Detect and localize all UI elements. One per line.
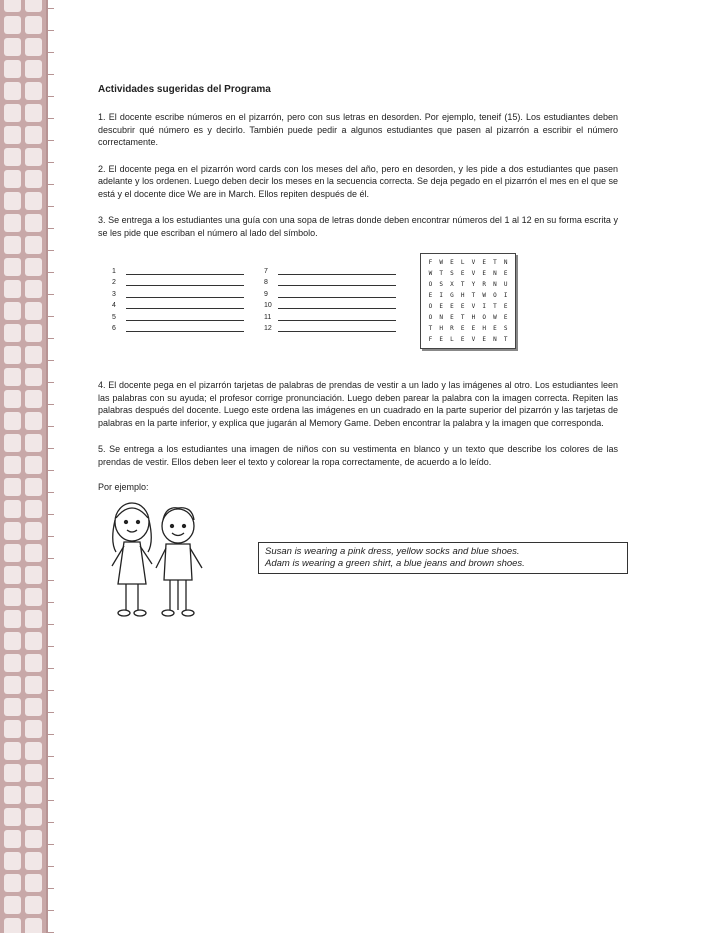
spine-hole — [4, 742, 21, 760]
word-search-letter: G — [450, 292, 454, 299]
word-search-letter: X — [450, 281, 454, 288]
word-search-letter: E — [450, 259, 454, 266]
spine-hole-row — [4, 764, 44, 782]
spine-tick — [48, 206, 54, 207]
word-search-letter: O — [428, 314, 433, 321]
spine-tick — [48, 338, 54, 339]
word-search-letter: H — [482, 325, 486, 332]
word-search-letter: F — [428, 336, 433, 343]
spine-hole — [25, 544, 42, 562]
spine-hole — [4, 368, 21, 386]
spine-hole — [4, 258, 21, 276]
answer-number: 9 — [264, 290, 268, 298]
spine-hole-row — [4, 544, 44, 562]
answer-row — [264, 275, 396, 287]
spine-hole — [4, 522, 21, 540]
spine-hole — [4, 346, 21, 364]
spine-hole-row — [4, 412, 44, 430]
word-search-letter: I — [503, 292, 508, 299]
word-search-letter: E — [460, 303, 465, 310]
spine-hole — [25, 918, 42, 933]
spine-hole — [25, 764, 42, 782]
word-search-letter: E — [503, 270, 508, 277]
spine-tick — [48, 52, 54, 53]
spine-hole — [25, 236, 42, 254]
spine-hole — [25, 610, 42, 628]
spine-hole — [25, 82, 42, 100]
word-search-letter: F — [428, 259, 433, 266]
spine-hole — [4, 808, 21, 826]
spine-tick — [48, 8, 54, 9]
spine-hole — [25, 280, 42, 298]
answer-number: 6 — [112, 325, 116, 332]
answer-number: 11 — [264, 313, 272, 321]
spine-hole — [25, 258, 42, 276]
spine-hole — [25, 566, 42, 584]
answer-number: 5 — [112, 313, 116, 321]
word-search-letter: I — [482, 303, 486, 310]
spine-tick — [48, 162, 54, 163]
activity-5: 5. Se entrega a los estudiantes una imagen de niños con su vestimenta en blanco y un texto que describe los colores de las prendas de vestir. Ellos deben leer el texto y colorear la ropa correctamente, de acuerdo a lo leído. — [98, 444, 618, 467]
spine-hole — [4, 544, 21, 562]
answer-row — [112, 309, 244, 321]
spine-hole — [4, 192, 21, 210]
spine-hole — [25, 0, 42, 12]
spine-hole — [25, 654, 42, 672]
spine-tick — [48, 712, 54, 713]
spine-hole — [4, 830, 21, 848]
word-search-letter: T — [471, 292, 476, 299]
answer-number: 4 — [112, 302, 116, 309]
spine-hole — [25, 60, 42, 78]
spine-tick — [48, 756, 54, 757]
spine-hole — [25, 214, 42, 232]
spine-hole-row — [4, 368, 44, 386]
spine-hole-row — [4, 82, 44, 100]
answer-number: 3 — [112, 290, 116, 298]
example-line-adam: Adam is wearing a green shirt, a blue jeans and brown shoes. — [265, 558, 525, 569]
spine-hole — [25, 16, 42, 34]
spine-hole — [4, 82, 21, 100]
spine-hole-row — [4, 0, 44, 12]
spine-hole-row — [4, 896, 44, 914]
spine-hole — [4, 302, 21, 320]
spine-tick — [48, 558, 54, 559]
example-label: Por ejemplo: — [98, 482, 149, 492]
answer-line — [126, 279, 244, 286]
spine-tick — [48, 492, 54, 493]
word-search-letter: E — [482, 336, 486, 343]
word-search-letter: T — [428, 325, 433, 332]
spine-tick — [48, 800, 54, 801]
spine-hole-row — [4, 720, 44, 738]
spine-hole — [4, 148, 21, 166]
answer-number: 8 — [264, 279, 268, 286]
spine-hole — [4, 478, 21, 496]
spine-hole — [4, 918, 21, 933]
spine-hole — [4, 852, 21, 870]
answer-row — [264, 321, 396, 333]
spine-hole — [25, 170, 42, 188]
spine-hole — [4, 38, 21, 56]
spine-hole-row — [4, 60, 44, 78]
spine-hole-row — [4, 654, 44, 672]
word-search-letter: N — [493, 281, 497, 288]
spine-hole — [25, 676, 42, 694]
spine-hole — [25, 126, 42, 144]
spine-tick — [48, 448, 54, 449]
word-search-letter: H — [471, 314, 476, 321]
answer-row — [264, 263, 396, 275]
spine-hole — [4, 654, 21, 672]
answer-number: 2 — [112, 279, 116, 286]
spine-tick — [48, 580, 54, 581]
spine-tick — [48, 624, 54, 625]
spine-hole — [4, 214, 21, 232]
spine-hole — [25, 632, 42, 650]
spine-tick — [48, 404, 54, 405]
notebook-spine — [0, 0, 48, 933]
word-search-letter: E — [503, 314, 508, 321]
answer-line — [126, 314, 244, 321]
answer-line — [278, 302, 396, 309]
spine-hole — [25, 346, 42, 364]
spine-tick — [48, 118, 54, 119]
spine-hole — [25, 830, 42, 848]
spine-hole — [25, 852, 42, 870]
spine-tick — [48, 228, 54, 229]
answer-line — [126, 268, 244, 275]
children-illustration — [102, 498, 214, 626]
spine-hole — [4, 236, 21, 254]
word-search-letter: S — [450, 270, 454, 277]
spine-tick — [48, 514, 54, 515]
spine-tick — [48, 250, 54, 251]
word-search-letter: U — [503, 281, 508, 288]
spine-hole — [25, 390, 42, 408]
spine-hole-row — [4, 676, 44, 694]
spine-hole — [25, 808, 42, 826]
spine-hole-row — [4, 324, 44, 342]
word-search-letter: L — [450, 336, 454, 343]
word-search-letter: E — [450, 314, 454, 321]
word-search-letter: N — [503, 259, 508, 266]
example-text-box — [258, 542, 628, 574]
word-search-letter: O — [428, 303, 433, 310]
answer-row — [112, 286, 244, 298]
answer-line — [278, 314, 396, 321]
spine-hole — [4, 874, 21, 892]
spine-hole — [25, 522, 42, 540]
answer-row — [112, 263, 244, 275]
spine-hole-row — [4, 632, 44, 650]
spine-hole — [4, 786, 21, 804]
word-search-letter: T — [460, 281, 465, 288]
spine-hole-row — [4, 478, 44, 496]
spine-hole-row — [4, 346, 44, 364]
spine-hole-row — [4, 742, 44, 760]
spine-hole-row — [4, 808, 44, 826]
word-search-letter: V — [471, 336, 476, 343]
word-search-letter: E — [482, 270, 486, 277]
spine-hole-row — [4, 170, 44, 188]
answer-line — [126, 291, 244, 298]
word-search-letter: N — [493, 336, 497, 343]
answer-line — [278, 325, 396, 332]
spine-hole — [25, 500, 42, 518]
spine-hole-row — [4, 434, 44, 452]
word-search-letter: Y — [471, 281, 476, 288]
spine-hole — [25, 456, 42, 474]
spine-hole — [25, 368, 42, 386]
word-search-letter: R — [482, 281, 486, 288]
spine-tick — [48, 822, 54, 823]
answer-line — [126, 325, 244, 332]
spine-hole — [4, 456, 21, 474]
spine-tick — [48, 96, 54, 97]
spine-hole — [4, 126, 21, 144]
spine-hole — [4, 698, 21, 716]
word-search-letter: O — [493, 292, 497, 299]
spine-hole — [4, 566, 21, 584]
spine-tick — [48, 470, 54, 471]
word-search-letter: E — [503, 303, 508, 310]
answer-line — [278, 291, 396, 298]
spine-hole-row — [4, 500, 44, 518]
spine-hole-row — [4, 852, 44, 870]
spine-hole — [25, 148, 42, 166]
word-search-letter: T — [439, 270, 443, 277]
spine-hole — [4, 764, 21, 782]
word-search-letter: W — [439, 259, 443, 266]
word-search-letter: S — [503, 325, 508, 332]
spine-hole-row — [4, 874, 44, 892]
spine-hole — [4, 610, 21, 628]
answer-line — [278, 268, 396, 275]
word-search-letter: W — [428, 270, 433, 277]
word-search-letter: E — [493, 325, 497, 332]
spine-tick — [48, 360, 54, 361]
spine-hole — [25, 104, 42, 122]
spine-hole-row — [4, 390, 44, 408]
answer-column-left — [112, 263, 244, 332]
spine-tick — [48, 426, 54, 427]
example-line-susan: Susan is wearing a pink dress, yellow socks and blue shoes. — [265, 546, 520, 557]
spine-hole — [4, 324, 21, 342]
spine-hole-row — [4, 610, 44, 628]
word-search-letter: H — [460, 292, 465, 299]
spine-hole-row — [4, 522, 44, 540]
spine-hole — [4, 676, 21, 694]
spine-tick — [48, 910, 54, 911]
spine-tick — [48, 184, 54, 185]
spine-hole-row — [4, 918, 44, 933]
spine-tick — [48, 866, 54, 867]
answer-row — [112, 275, 244, 287]
document-title: Actividades sugeridas del Programa — [98, 84, 271, 95]
answer-row — [264, 309, 396, 321]
spine-hole — [25, 412, 42, 430]
spine-tick — [48, 646, 54, 647]
word-search-letter: E — [460, 325, 465, 332]
spine-hole — [4, 412, 21, 430]
spine-hole-row — [4, 236, 44, 254]
answer-row — [112, 321, 244, 333]
spine-hole — [25, 896, 42, 914]
spine-hole-row — [4, 588, 44, 606]
spine-hole-row — [4, 830, 44, 848]
word-search-letter: N — [493, 270, 497, 277]
answer-number: 10 — [264, 302, 272, 309]
answer-number: 1 — [112, 267, 116, 275]
spine-hole-row — [4, 148, 44, 166]
spine-tick — [48, 30, 54, 31]
spine-hole — [25, 434, 42, 452]
spine-hole — [4, 588, 21, 606]
spine-hole — [4, 60, 21, 78]
spine-hole-row — [4, 698, 44, 716]
spine-hole — [4, 632, 21, 650]
word-search-letter: E — [482, 259, 486, 266]
spine-tick — [48, 778, 54, 779]
word-search-letter: R — [450, 325, 454, 332]
spine-hole-row — [4, 258, 44, 276]
word-search-letter: N — [439, 314, 443, 321]
word-search-letter: T — [493, 259, 497, 266]
word-search-letter: W — [493, 314, 497, 321]
spine-hole-row — [4, 104, 44, 122]
word-search-grid — [420, 253, 516, 349]
word-search-letter: O — [482, 314, 486, 321]
spine-hole — [25, 192, 42, 210]
spine-hole — [4, 170, 21, 188]
example-section — [98, 498, 618, 628]
spine-hole — [25, 698, 42, 716]
spine-tick — [48, 272, 54, 273]
spine-hole — [25, 874, 42, 892]
spine-hole-row — [4, 456, 44, 474]
activity-1: 1. El docente escribe números en el pizarrón, pero con sus letras en desorden. Por ejemplo, teneif (15). Los estudiantes deben descubrir qué número es y decirlo. También puede pedir a algunos estudiantes que pasen al pizarrón a escribir el número correctamente. — [98, 112, 618, 147]
word-search-letter: L — [460, 259, 465, 266]
word-search-letter: E — [460, 336, 465, 343]
word-search-letter: E — [471, 325, 476, 332]
spine-hole-row — [4, 38, 44, 56]
spine-tick — [48, 668, 54, 669]
spine-hole — [25, 720, 42, 738]
word-search-letter: S — [439, 281, 443, 288]
word-search-letter: T — [493, 303, 497, 310]
spine-hole-row — [4, 214, 44, 232]
spine-hole — [4, 390, 21, 408]
spine-hole — [4, 280, 21, 298]
spine-tick — [48, 74, 54, 75]
spine-tick — [48, 734, 54, 735]
spine-hole-row — [4, 16, 44, 34]
answer-row — [264, 286, 396, 298]
word-search-letter: V — [471, 259, 476, 266]
spine-tick — [48, 888, 54, 889]
spine-hole-row — [4, 192, 44, 210]
spine-tick — [48, 690, 54, 691]
word-search-letter: I — [439, 292, 443, 299]
answer-line — [278, 279, 396, 286]
spine-hole-row — [4, 126, 44, 144]
answer-number: 7 — [264, 267, 268, 275]
activity-2: 2. El docente pega en el pizarrón word cards con los meses del año, pero en desorden, y les pide a dos estudiantes que pasen adelante y los ordenen. Luego deben decir los meses en la secuencia correcta. Se deja pegado en el pizarrón el mes en el que se está y el docente dice We are in March. Ellos repiten después de él. — [98, 163, 618, 199]
spine-hole — [4, 16, 21, 34]
word-search-letter: H — [439, 325, 443, 332]
spine-hole — [25, 588, 42, 606]
word-search-letter: E — [428, 292, 433, 299]
spine-tick — [48, 382, 54, 383]
word-search-letter: W — [482, 292, 486, 299]
spine-hole — [4, 434, 21, 452]
word-search-letter: E — [439, 336, 443, 343]
spine-hole — [4, 0, 21, 12]
word-search-letter: T — [503, 336, 508, 343]
spine-hole — [4, 104, 21, 122]
answer-line — [126, 302, 244, 309]
activity-3: 3. Se entrega a los estudiantes una guía con una sopa de letras donde deben encontrar números del 1 al 12 en su forma escrita y se les pide que escriban el número al lado del símbolo. — [98, 215, 618, 238]
answer-row — [264, 298, 396, 310]
word-search-letter: E — [460, 270, 465, 277]
word-search-letter: T — [460, 314, 465, 321]
number-exercise — [98, 253, 618, 361]
word-search-letter: O — [428, 281, 433, 288]
spine-tick — [48, 294, 54, 295]
answer-number: 12 — [264, 325, 272, 332]
spine-hole — [4, 896, 21, 914]
spine-hole-row — [4, 786, 44, 804]
word-search-letter: E — [450, 303, 454, 310]
word-search-letter: V — [471, 270, 476, 277]
spine-hole — [25, 786, 42, 804]
spine-tick — [48, 140, 54, 141]
answer-row — [112, 298, 244, 310]
spine-hole — [25, 302, 42, 320]
spine-hole — [25, 38, 42, 56]
spine-hole — [25, 742, 42, 760]
document-body — [98, 84, 618, 628]
spine-hole — [25, 478, 42, 496]
spine-hole-row — [4, 566, 44, 584]
spine-tick — [48, 844, 54, 845]
word-search-letter: V — [471, 303, 476, 310]
activity-4: 4. El docente pega en el pizarrón tarjetas de palabras de prendas de vestir a un lado y las imágenes al otro. Los estudiantes leen las palabras con su ayuda; el profesor corrige pronunciación. Luego deben parear la palabra con la imagen correcta. Repiten las palabras después del docente. Luego este ordena las imágenes en un cuadrado en la parte superior del pizarrón y las tarjetas de palabras en la parte inferior, y explica que jugarán al Memory Game. Deben encontrar la palabra y la imagen que corresponda. — [98, 380, 618, 428]
spine-hole — [4, 720, 21, 738]
spine-tick — [48, 536, 54, 537]
spine-tick — [48, 602, 54, 603]
answer-column-right — [264, 263, 396, 332]
spine-hole — [4, 500, 21, 518]
spine-tick — [48, 316, 54, 317]
spine-hole-row — [4, 280, 44, 298]
spine-hole — [25, 324, 42, 342]
spine-hole-row — [4, 302, 44, 320]
word-search-letter: E — [439, 303, 443, 310]
